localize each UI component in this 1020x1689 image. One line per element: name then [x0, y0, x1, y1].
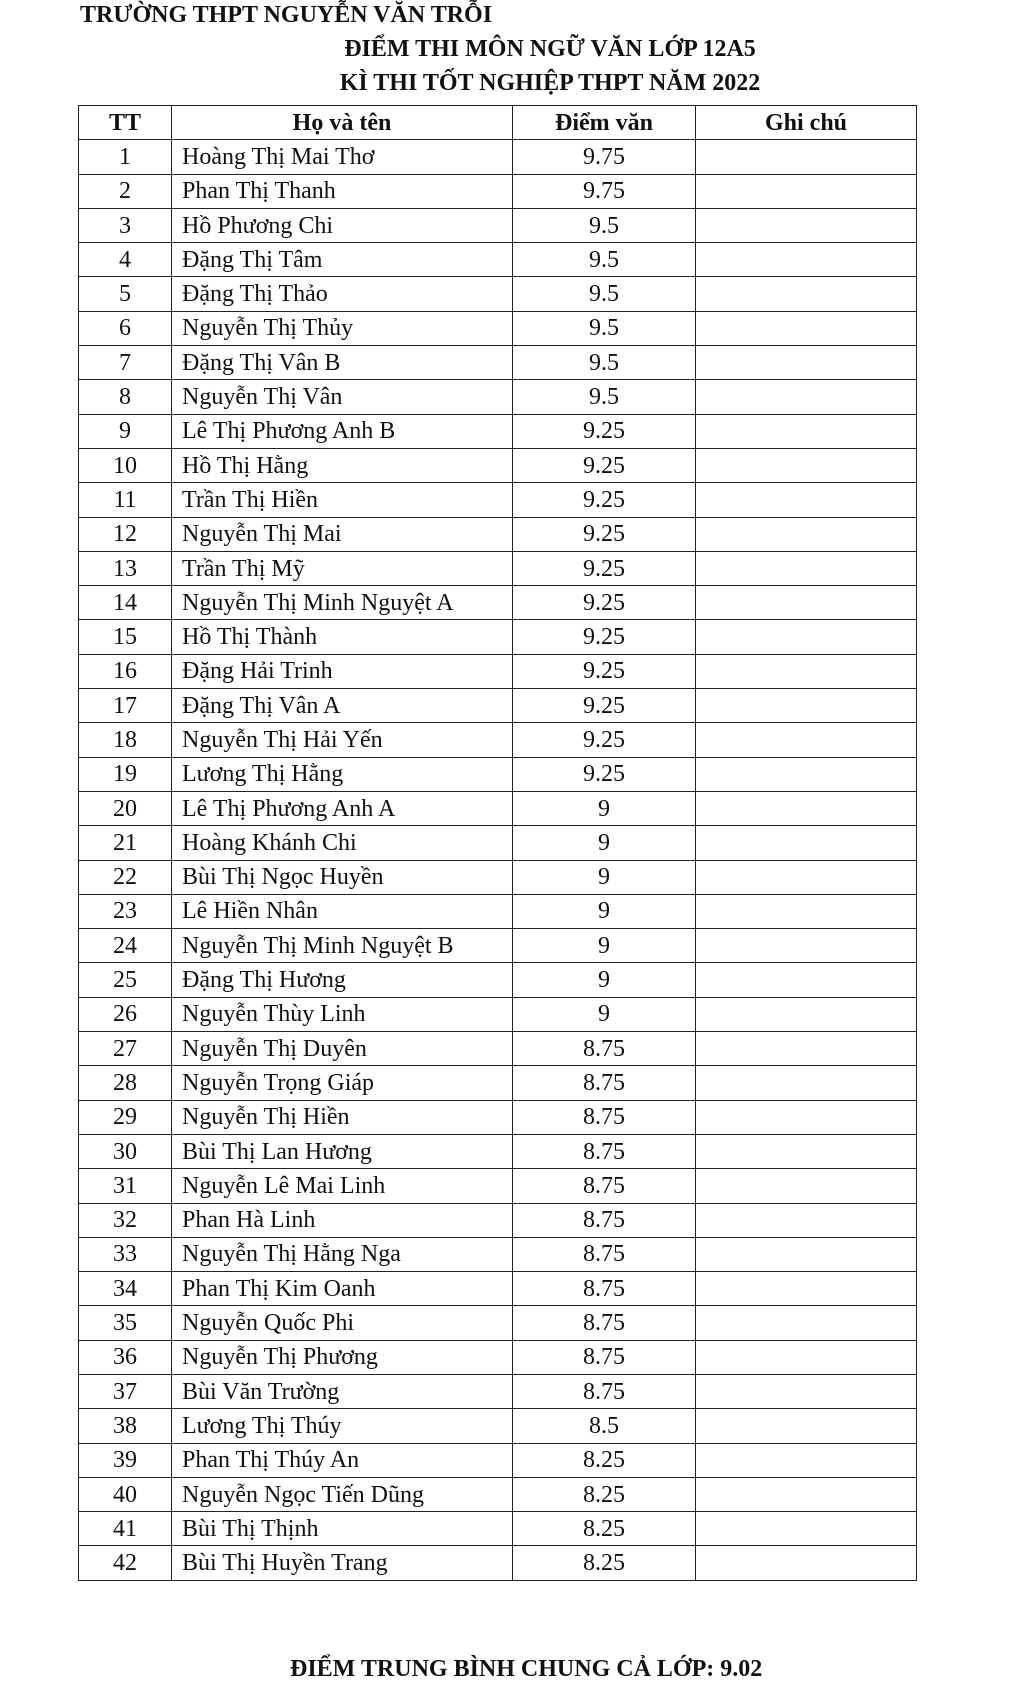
note-cell	[696, 1169, 917, 1203]
table-row	[79, 346, 917, 380]
note-cell	[696, 1032, 917, 1066]
literature-score: 9.25	[513, 654, 696, 688]
table-row	[79, 654, 917, 688]
literature-score: 9.75	[513, 174, 696, 208]
row-number: 10	[79, 448, 172, 482]
literature-score: 9.25	[513, 448, 696, 482]
literature-score: 9	[513, 791, 696, 825]
table-row	[79, 174, 917, 208]
table-row	[79, 208, 917, 242]
row-number: 33	[79, 1237, 172, 1271]
row-number: 36	[79, 1340, 172, 1374]
student-name: Nguyễn Thị Hằng Nga	[172, 1237, 513, 1271]
literature-score: 8.5	[513, 1409, 696, 1443]
row-number: 14	[79, 586, 172, 620]
row-number: 16	[79, 654, 172, 688]
literature-score: 8.75	[513, 1306, 696, 1340]
note-cell	[696, 311, 917, 345]
note-cell	[696, 1134, 917, 1168]
note-cell	[696, 586, 917, 620]
literature-score: 9.5	[513, 346, 696, 380]
student-name: Lê Thị Phương Anh B	[172, 414, 513, 448]
student-name: Đặng Thị Vân A	[172, 689, 513, 723]
note-cell	[696, 174, 917, 208]
student-name: Đặng Thị Tâm	[172, 243, 513, 277]
row-number: 35	[79, 1306, 172, 1340]
literature-score: 8.75	[513, 1272, 696, 1306]
table-row	[79, 448, 917, 482]
student-name: Nguyễn Thị Mai	[172, 517, 513, 551]
note-cell	[696, 517, 917, 551]
row-number: 30	[79, 1134, 172, 1168]
row-number: 8	[79, 380, 172, 414]
table-row	[79, 1374, 917, 1408]
table-row	[79, 311, 917, 345]
note-cell	[696, 1340, 917, 1374]
table-row	[79, 1134, 917, 1168]
table-row	[79, 1546, 917, 1580]
note-cell	[696, 963, 917, 997]
student-name: Nguyễn Thị Minh Nguyệt A	[172, 586, 513, 620]
literature-score: 9.25	[513, 757, 696, 791]
row-number: 21	[79, 826, 172, 860]
table-row	[79, 277, 917, 311]
literature-score: 8.25	[513, 1546, 696, 1580]
table-row	[79, 517, 917, 551]
row-number: 39	[79, 1443, 172, 1477]
literature-score: 8.75	[513, 1237, 696, 1271]
note-cell	[696, 208, 917, 242]
table-row	[79, 929, 917, 963]
literature-score: 9.25	[513, 551, 696, 585]
note-cell	[696, 346, 917, 380]
row-number: 7	[79, 346, 172, 380]
note-cell	[696, 380, 917, 414]
row-number: 12	[79, 517, 172, 551]
row-number: 9	[79, 414, 172, 448]
student-name: Nguyễn Thị Hải Yến	[172, 723, 513, 757]
table-row	[79, 860, 917, 894]
note-cell	[696, 1237, 917, 1271]
row-number: 4	[79, 243, 172, 277]
literature-score: 9	[513, 826, 696, 860]
student-name: Nguyễn Thị Hiền	[172, 1100, 513, 1134]
literature-score: 9	[513, 929, 696, 963]
table-row	[79, 997, 917, 1031]
row-number: 32	[79, 1203, 172, 1237]
note-cell	[696, 483, 917, 517]
table-row	[79, 894, 917, 928]
student-name: Nguyễn Trọng Giáp	[172, 1066, 513, 1100]
student-name: Nguyễn Thùy Linh	[172, 997, 513, 1031]
row-number: 25	[79, 963, 172, 997]
literature-score: 8.75	[513, 1066, 696, 1100]
row-number: 17	[79, 689, 172, 723]
table-row	[79, 1203, 917, 1237]
literature-score: 8.75	[513, 1340, 696, 1374]
row-number: 18	[79, 723, 172, 757]
student-name: Nguyễn Thị Phương	[172, 1340, 513, 1374]
school-name: TRƯỜNG THPT NGUYỄN VĂN TRỖI	[80, 2, 493, 28]
literature-score: 9.5	[513, 311, 696, 345]
literature-score: 9.5	[513, 208, 696, 242]
literature-score: 9.5	[513, 243, 696, 277]
table-row	[79, 1169, 917, 1203]
row-number: 22	[79, 860, 172, 894]
note-cell	[696, 757, 917, 791]
row-number: 1	[79, 140, 172, 174]
literature-score: 9.25	[513, 620, 696, 654]
student-name: Nguyễn Quốc Phi	[172, 1306, 513, 1340]
student-name: Nguyễn Ngọc Tiến Dũng	[172, 1477, 513, 1511]
table-row	[79, 414, 917, 448]
student-name: Hoàng Thị Mai Thơ	[172, 140, 513, 174]
row-number: 42	[79, 1546, 172, 1580]
student-name: Đặng Hải Trinh	[172, 654, 513, 688]
literature-score: 9.25	[513, 517, 696, 551]
literature-score: 8.25	[513, 1512, 696, 1546]
note-cell	[696, 1546, 917, 1580]
column-header-score: Điểm văn	[513, 106, 696, 140]
row-number: 11	[79, 483, 172, 517]
note-cell	[696, 448, 917, 482]
student-name: Hồ Thị Hằng	[172, 448, 513, 482]
note-cell	[696, 1374, 917, 1408]
student-name: Hồ Thị Thành	[172, 620, 513, 654]
student-name: Nguyễn Lê Mai Linh	[172, 1169, 513, 1203]
note-cell	[696, 1306, 917, 1340]
literature-score: 9.5	[513, 277, 696, 311]
row-number: 20	[79, 791, 172, 825]
table-row	[79, 1237, 917, 1271]
row-number: 26	[79, 997, 172, 1031]
exam-subtitle: KÌ THI TỐT NGHIỆP THPT NĂM 2022	[339, 70, 761, 96]
note-cell	[696, 414, 917, 448]
note-cell	[696, 243, 917, 277]
row-number: 40	[79, 1477, 172, 1511]
row-number: 37	[79, 1374, 172, 1408]
table-row	[79, 1306, 917, 1340]
table-row	[79, 620, 917, 654]
row-number: 28	[79, 1066, 172, 1100]
row-number: 29	[79, 1100, 172, 1134]
note-cell	[696, 894, 917, 928]
note-cell	[696, 1203, 917, 1237]
table-row	[79, 757, 917, 791]
literature-score: 8.75	[513, 1100, 696, 1134]
column-header-name: Họ và tên	[172, 106, 513, 140]
student-name: Nguyễn Thị Duyên	[172, 1032, 513, 1066]
student-name: Lê Hiền Nhân	[172, 894, 513, 928]
table-row	[79, 243, 917, 277]
table-row	[79, 140, 917, 174]
table-row	[79, 1443, 917, 1477]
literature-score: 9.25	[513, 586, 696, 620]
row-number: 34	[79, 1272, 172, 1306]
note-cell	[696, 791, 917, 825]
note-cell	[696, 1512, 917, 1546]
row-number: 31	[79, 1169, 172, 1203]
row-number: 5	[79, 277, 172, 311]
literature-score: 9.25	[513, 414, 696, 448]
student-name: Bùi Thị Lan Hương	[172, 1134, 513, 1168]
table-row	[79, 689, 917, 723]
row-number: 2	[79, 174, 172, 208]
student-name: Lương Thị Hằng	[172, 757, 513, 791]
student-name: Bùi Thị Thịnh	[172, 1512, 513, 1546]
student-name: Bùi Thị Ngọc Huyền	[172, 860, 513, 894]
student-name: Phan Thị Thanh	[172, 174, 513, 208]
table-row	[79, 1512, 917, 1546]
note-cell	[696, 929, 917, 963]
literature-score: 9.5	[513, 380, 696, 414]
student-name: Nguyễn Thị Thủy	[172, 311, 513, 345]
table-row	[79, 1066, 917, 1100]
note-cell	[696, 689, 917, 723]
row-number: 15	[79, 620, 172, 654]
row-number: 23	[79, 894, 172, 928]
student-name: Phan Hà Linh	[172, 1203, 513, 1237]
table-row	[79, 1272, 917, 1306]
document-title: ĐIỂM THI MÔN NGỮ VĂN LỚP 12A5	[344, 36, 756, 62]
literature-score: 8.25	[513, 1443, 696, 1477]
literature-score: 9.75	[513, 140, 696, 174]
row-number: 24	[79, 929, 172, 963]
table-row	[79, 586, 917, 620]
student-name: Hoàng Khánh Chi	[172, 826, 513, 860]
student-name: Lương Thị Thúy	[172, 1409, 513, 1443]
table-row	[79, 826, 917, 860]
literature-score: 9	[513, 894, 696, 928]
note-cell	[696, 723, 917, 757]
table-row	[79, 1477, 917, 1511]
note-cell	[696, 620, 917, 654]
literature-score: 9	[513, 963, 696, 997]
student-name: Đặng Thị Thảo	[172, 277, 513, 311]
table-row	[79, 551, 917, 585]
literature-score: 9.25	[513, 483, 696, 517]
row-number: 6	[79, 311, 172, 345]
student-name: Lê Thị Phương Anh A	[172, 791, 513, 825]
note-cell	[696, 1066, 917, 1100]
table-row	[79, 791, 917, 825]
literature-score: 8.75	[513, 1169, 696, 1203]
literature-score: 9	[513, 860, 696, 894]
student-name: Trần Thị Mỹ	[172, 551, 513, 585]
note-cell	[696, 1477, 917, 1511]
literature-score: 9	[513, 997, 696, 1031]
note-cell	[696, 1272, 917, 1306]
note-cell	[696, 860, 917, 894]
literature-score: 9.25	[513, 689, 696, 723]
note-cell	[696, 826, 917, 860]
student-name: Nguyễn Thị Vân	[172, 380, 513, 414]
literature-score: 8.75	[513, 1374, 696, 1408]
table-row	[79, 1409, 917, 1443]
column-header-note: Ghi chú	[696, 106, 917, 140]
note-cell	[696, 1443, 917, 1477]
table-body	[79, 140, 917, 1580]
table-row	[79, 1100, 917, 1134]
literature-score: 8.75	[513, 1203, 696, 1237]
table-row	[79, 380, 917, 414]
student-name: Phan Thị Thúy An	[172, 1443, 513, 1477]
literature-score: 9.25	[513, 723, 696, 757]
student-name: Đặng Thị Vân B	[172, 346, 513, 380]
student-name: Bùi Văn Trường	[172, 1374, 513, 1408]
literature-score: 8.75	[513, 1134, 696, 1168]
row-number: 38	[79, 1409, 172, 1443]
column-header-tt: TT	[79, 106, 172, 140]
student-name: Hồ Phương Chi	[172, 208, 513, 242]
student-name: Nguyễn Thị Minh Nguyệt B	[172, 929, 513, 963]
table-row	[79, 1032, 917, 1066]
row-number: 41	[79, 1512, 172, 1546]
student-name: Đặng Thị Hương	[172, 963, 513, 997]
literature-score: 8.75	[513, 1032, 696, 1066]
table-row	[79, 723, 917, 757]
table-row	[79, 963, 917, 997]
row-number: 13	[79, 551, 172, 585]
grades-table	[78, 105, 917, 1581]
note-cell	[696, 277, 917, 311]
note-cell	[696, 654, 917, 688]
row-number: 27	[79, 1032, 172, 1066]
note-cell	[696, 140, 917, 174]
note-cell	[696, 1409, 917, 1443]
literature-score: 8.25	[513, 1477, 696, 1511]
note-cell	[696, 1100, 917, 1134]
student-name: Trần Thị Hiền	[172, 483, 513, 517]
row-number: 3	[79, 208, 172, 242]
table-row	[79, 483, 917, 517]
table-header-row	[79, 106, 917, 140]
class-average: ĐIỂM TRUNG BÌNH CHUNG CẢ LỚP: 9.02	[290, 1656, 763, 1682]
table-row	[79, 1340, 917, 1374]
row-number: 19	[79, 757, 172, 791]
student-name: Phan Thị Kim Oanh	[172, 1272, 513, 1306]
student-name: Bùi Thị Huyền Trang	[172, 1546, 513, 1580]
note-cell	[696, 997, 917, 1031]
note-cell	[696, 551, 917, 585]
